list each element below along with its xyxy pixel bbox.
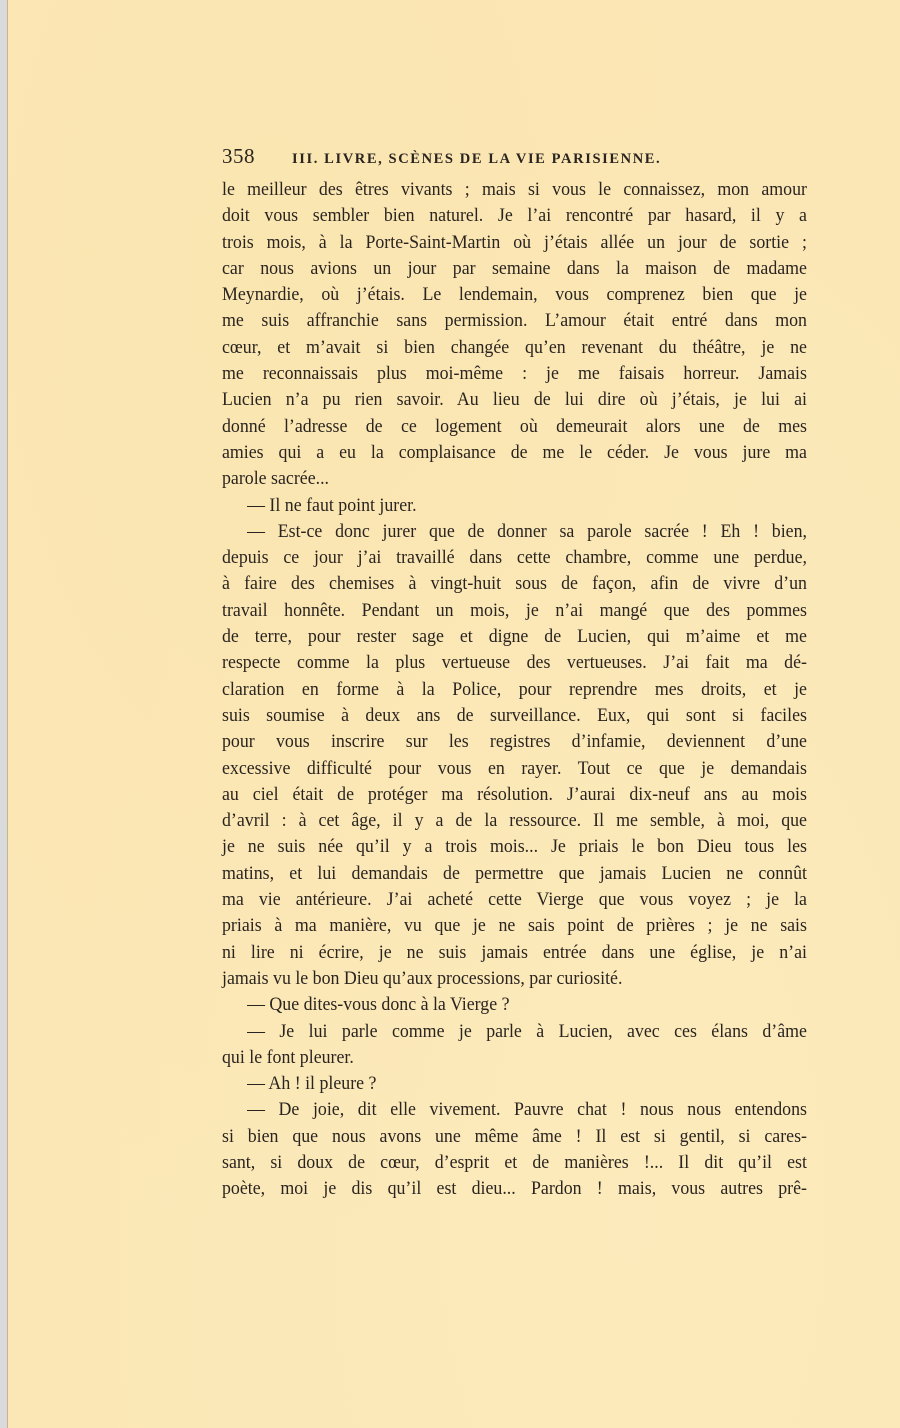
text-line: poète, moi je dis qu’il est dieu... Pardon ! mais, vous autres prê- [222, 1178, 807, 1200]
text-line: à faire des chemises à vingt-huit sous de façon, afin de vivre d’un [222, 573, 807, 595]
text-line: excessive difficulté pour vous en rayer. Tout ce que je demandais [222, 757, 807, 779]
text-line: depuis ce jour j’ai travaillé dans cette chambre, comme une perdue, [222, 547, 807, 569]
text-line: trois mois, à la Porte-Saint-Martin où j’étais allée un jour de sortie ; [222, 231, 807, 253]
text-line: car nous avions un jour par semaine dans la maison de madame [222, 257, 807, 279]
text-line: Lucien n’a pu rien savoir. Au lieu de lui dire où j’étais, je lui ai [222, 389, 807, 411]
text-line: cœur, et m’avait si bien changée qu’en revenant du théâtre, je ne [222, 336, 807, 358]
text-line: de terre, pour rester sage et digne de Lucien, qui m’aime et me [222, 626, 807, 648]
text-line: suis soumise à deux ans de surveillance. Eux, qui sont si faciles [222, 704, 807, 726]
text-line: priais à ma manière, vu que je ne sais point de prières ; je ne sais [222, 915, 807, 937]
text-line: si bien que nous avons une même âme ! Il est si gentil, si cares- [222, 1125, 807, 1147]
page-number: 358 [222, 144, 255, 168]
text-line: Meynardie, où j’étais. Le lendemain, vous comprenez bien que je [222, 284, 807, 306]
text-line: me suis affranchie sans permission. L’amour était entré dans mon [222, 310, 807, 332]
dialogue-line: — Que dites-vous donc à la Vierge ? [247, 994, 510, 1016]
text-line: claration en forme à la Police, pour reprendre mes droits, et je [222, 678, 807, 700]
text-line: travail honnête. Pendant un mois, je n’ai mangé que des pommes [222, 599, 807, 621]
text-line: respecte comme la plus vertueuse des vertueuses. J’ai fait ma dé- [222, 652, 807, 674]
dialogue-line: — Il ne faut point jurer. [247, 494, 417, 516]
text-line: donné l’adresse de ce logement où demeurait alors une de mes [222, 415, 807, 437]
text-line: le meilleur des êtres vivants ; mais si vous le connaissez, mon amour [222, 179, 807, 200]
text-line: pour vous inscrire sur les registres d’infamie, deviennent d’une [222, 731, 807, 753]
text-line: d’avril : à cet âge, il y a de la ressource. Il me semble, à moi, que [222, 810, 807, 832]
text-line: je ne suis née qu’il y a trois mois... Je priais le bon Dieu tous les [222, 836, 807, 858]
text-line: doit vous sembler bien naturel. Je l’ai rencontré par hasard, il y a [222, 205, 807, 227]
dialogue-line: — Je lui parle comme je parle à Lucien, avec ces élans d’âme [247, 1020, 807, 1042]
text-line: amies qui a eu la complaisance de me le céder. Je vous jure ma [222, 441, 807, 463]
dialogue-line: — De joie, dit elle vivement. Pauvre chat ! nous nous entendons [247, 1099, 807, 1121]
dialogue-line: — Ah ! il pleure ? [247, 1073, 377, 1095]
text-line: sant, si doux de cœur, d’esprit et de manières !... Il dit qu’il est [222, 1151, 807, 1173]
text-line: au ciel était de protéger ma résolution. J’aurai dix-neuf ans au mois [222, 783, 807, 805]
book-page [7, 0, 900, 1428]
text-line: me reconnaissais plus moi-même : je me faisais horreur. Jamais [222, 363, 807, 385]
running-head-title: III. LIVRE, SCÈNES DE LA VIE PARISIENNE. [292, 151, 662, 167]
dialogue-line: — Est-ce donc jurer que de donner sa parole sacrée ! Eh ! bien, [247, 520, 807, 542]
text-line: jamais vu le bon Dieu qu’aux processions, par curiosité. [222, 967, 623, 989]
body-text [222, 177, 807, 1203]
text-line: qui le font pleurer. [222, 1046, 354, 1068]
text-line: parole sacrée... [222, 468, 330, 490]
text-line: ma vie antérieure. J’ai acheté cette Vierge que vous voyez ; je la [222, 889, 807, 911]
running-head [222, 144, 807, 172]
text-line: matins, et lui demandais de permettre que jamais Lucien ne connût [222, 862, 807, 884]
text-line: ni lire ni écrire, je ne suis jamais entrée dans une église, je n’ai [222, 941, 807, 963]
